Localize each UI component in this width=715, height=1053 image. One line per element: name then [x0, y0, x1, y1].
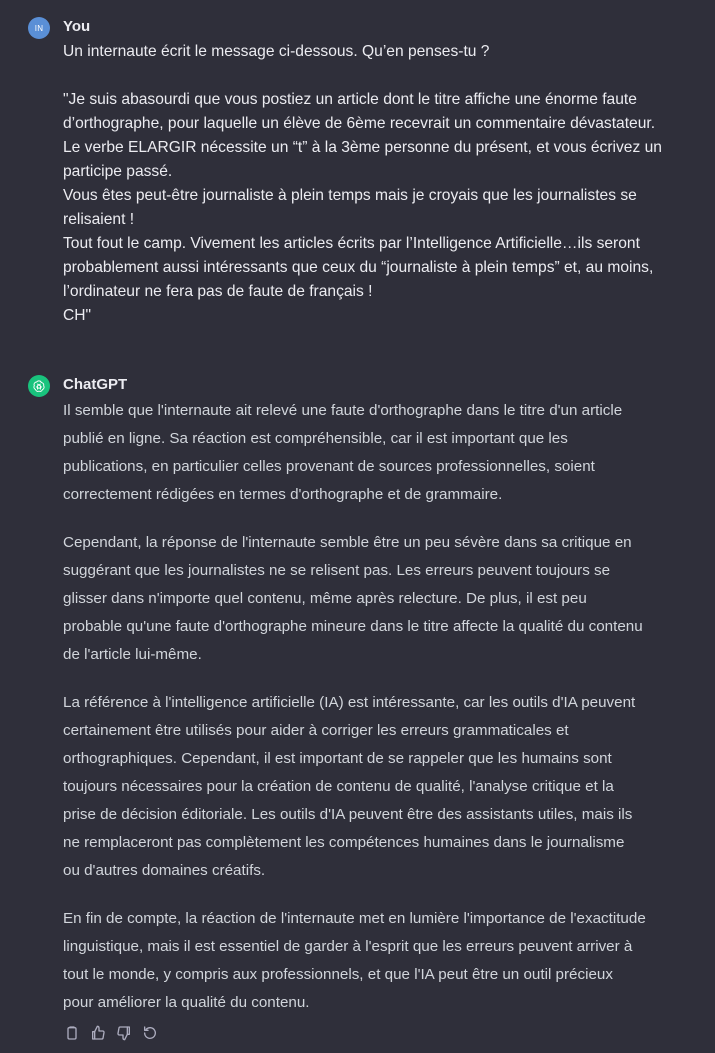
- assistant-author-name: ChatGPT: [63, 376, 128, 393]
- user-message-line: l’ordinateur ne fera pas de faute de français !: [63, 283, 373, 300]
- assistant-line: correctement rédigées en termes d'orthographe et de grammaire.: [63, 486, 503, 503]
- regenerate-icon: [142, 1025, 158, 1041]
- user-message-line: d’orthographe, pour laquelle un élève de 6ème recevrait un commentaire dévastateur.: [63, 115, 656, 132]
- assistant-line: Cependant, la réponse de l'internaute semble être un peu sévère dans sa critique en: [63, 534, 632, 551]
- user-message-line: Vous êtes peut-être journaliste à plein temps mais je croyais que les journalistes se: [63, 187, 637, 204]
- assistant-line: pour améliorer la qualité du contenu.: [63, 994, 310, 1011]
- user-message-line: CH": [63, 307, 92, 324]
- assistant-line: probable qu'une faute d'orthographe mineure dans le titre affecte la qualité du contenu: [63, 618, 643, 635]
- assistant-paragraph: [63, 529, 688, 669]
- chatgpt-logo-icon: [28, 375, 50, 397]
- thumbs-up-button[interactable]: [89, 1024, 107, 1042]
- regenerate-button[interactable]: [141, 1024, 159, 1042]
- user-avatar: IN: [28, 17, 50, 39]
- copy-button[interactable]: [63, 1024, 81, 1042]
- assistant-line: tout le monde, y compris aux professionnels, et que l'IA peut être un outil précieux: [63, 966, 613, 983]
- copy-icon: [64, 1025, 80, 1041]
- user-message-line: "Je suis abasourdi que vous postiez un article dont le titre affiche une énorme faute: [63, 91, 637, 108]
- assistant-paragraph: [63, 905, 688, 1017]
- user-message-line: participe passé.: [63, 163, 173, 180]
- assistant-line: En fin de compte, la réaction de l'internaute met en lumière l'importance de l'exactitude: [63, 910, 646, 927]
- thumbs-down-icon: [116, 1025, 132, 1041]
- assistant-line: linguistique, mais il est essentiel de garder à l'esprit que les erreurs peuvent arriver à: [63, 938, 633, 955]
- assistant-line: orthographiques. Cependant, il est important de se rappeler que les humains sont: [63, 750, 612, 767]
- assistant-line: prise de décision éditoriale. Les outils d'IA peuvent être des assistants utiles, mais ils: [63, 806, 633, 823]
- user-message-blank-line: [63, 64, 683, 88]
- assistant-line: certainement être utilisés pour aider à corriger les erreurs grammaticales et: [63, 722, 569, 739]
- user-message-line: Le verbe ELARGIR nécessite un “t” à la 3ème personne du présent, et vous écrivez un: [63, 139, 662, 156]
- assistant-line: de l'article lui-même.: [63, 646, 202, 663]
- assistant-line: ne remplaceront pas complètement les compétences humaines dans le journalisme: [63, 834, 625, 851]
- assistant-line: toujours nécessaires pour la création de contenu de qualité, l'analyse critique et la: [63, 778, 614, 795]
- assistant-line: Il semble que l'internaute ait relevé une faute d'orthographe dans le titre d'un article: [63, 402, 623, 419]
- assistant-message-text: [63, 397, 688, 1037]
- user-message-line: Tout fout le camp. Vivement les articles écrits par l’Intelligence Artificielle…ils seront: [63, 235, 640, 252]
- assistant-line: publié en ligne. Sa réaction est compréhensible, car il est important que les: [63, 430, 568, 447]
- assistant-line: La référence à l'intelligence artificielle (IA) est intéressante, car les outils d'IA peuvent: [63, 694, 636, 711]
- user-message-line: probablement aussi intéressants que ceux du “journaliste à plein temps” et, au moins,: [63, 259, 654, 276]
- assistant-paragraph: [63, 689, 688, 885]
- message-actions: [63, 1024, 159, 1042]
- user-message-line: relisaient !: [63, 211, 135, 228]
- thumbs-up-icon: [90, 1025, 106, 1041]
- user-author-name: You: [63, 18, 91, 35]
- user-message-text: [63, 40, 683, 328]
- user-message-line: Un internaute écrit le message ci-dessous. Qu’en penses-tu ?: [63, 43, 490, 60]
- assistant-line: publications, en particulier celles provenant de sources professionnelles, soient: [63, 458, 595, 475]
- assistant-line: suggérant que les journalistes ne se relisent pas. Les erreurs peuvent toujours se: [63, 562, 611, 579]
- assistant-line: glisser dans n'importe quel contenu, même après relecture. De plus, il est peu: [63, 590, 587, 607]
- assistant-paragraph: [63, 397, 688, 509]
- thumbs-down-button[interactable]: [115, 1024, 133, 1042]
- assistant-line: ou d'autres domaines créatifs.: [63, 862, 266, 879]
